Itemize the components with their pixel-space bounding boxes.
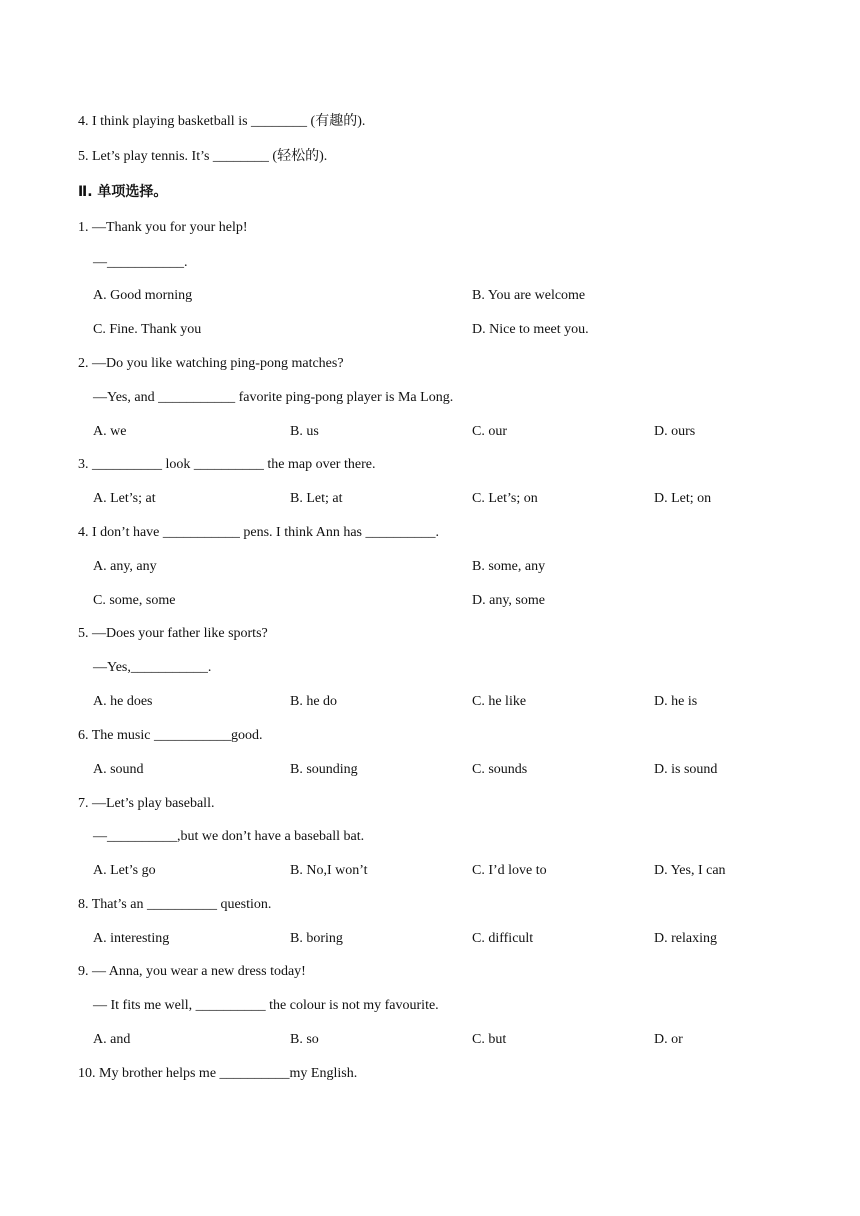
question-2-reply: —Yes, and ___________ favorite ping-pong player is Ma Long. <box>93 390 454 405</box>
question-5-option-c: C. he like <box>472 694 527 709</box>
question-8-option-c: C. difficult <box>472 931 534 946</box>
question-8-option-a: A. interesting <box>93 931 170 946</box>
question-1-option-a: A. Good morning <box>93 288 193 303</box>
question-6-option-b: B. sounding <box>290 762 358 777</box>
question-7-reply: —__________,but we don’t have a baseball bat. <box>93 829 365 844</box>
question-6-option-c: C. sounds <box>472 762 528 777</box>
question-4-option-a: A. any, any <box>93 559 157 574</box>
question-2-stem: 2. —Do you like watching ping-pong matches? <box>78 356 344 371</box>
question-3-option-d: D. Let; on <box>654 491 712 506</box>
question-7-option-c: C. I’d love to <box>472 863 547 878</box>
question-9-option-b: B. so <box>290 1032 319 1047</box>
question-2-option-d: D. ours <box>654 424 696 439</box>
question-9-option-d: D. or <box>654 1032 683 1047</box>
question-9-option-c: C. but <box>472 1032 507 1047</box>
question-8-stem: 8. That’s an __________ question. <box>78 897 272 912</box>
question-1-stem: 1. —Thank you for your help! <box>78 220 248 235</box>
question-2-option-b: B. us <box>290 424 319 439</box>
question-1-reply: —___________. <box>93 255 188 270</box>
question-4-option-d: D. any, some <box>472 593 545 608</box>
question-3-option-c: C. Let’s; on <box>472 491 538 506</box>
question-5-option-d: D. he is <box>654 694 698 709</box>
question-2-option-c: C. our <box>472 424 507 439</box>
question-8-option-b: B. boring <box>290 931 343 946</box>
question-7-option-d: D. Yes, I can <box>654 863 726 878</box>
question-3-option-a: A. Let’s; at <box>93 491 156 506</box>
question-5-stem: 5. —Does your father like sports? <box>78 626 268 641</box>
question-6-stem: 6. The music ___________good. <box>78 728 263 743</box>
question-2-option-a: A. we <box>93 424 127 439</box>
question-6-option-a: A. sound <box>93 762 144 777</box>
question-7-stem: 7. —Let’s play baseball. <box>78 796 215 811</box>
question-4-option-c: C. some, some <box>93 593 176 608</box>
question-5-reply: —Yes,___________. <box>93 660 212 675</box>
question-7-option-a: A. Let’s go <box>93 863 156 878</box>
question-3-stem: 3. __________ look __________ the map over there. <box>78 457 376 472</box>
question-3-option-b: B. Let; at <box>290 491 343 506</box>
question-5-option-a: A. he does <box>93 694 153 709</box>
fill-item-4: 4. I think playing basketball is ________ (有趣的). <box>78 114 366 129</box>
question-9-reply: — It fits me well, __________ the colour is not my favourite. <box>93 998 439 1013</box>
question-9-stem: 9. — Anna, you wear a new dress today! <box>78 964 306 979</box>
question-5-option-b: B. he do <box>290 694 338 709</box>
question-1-option-c: C. Fine. Thank you <box>93 322 202 337</box>
question-1-option-d: D. Nice to meet you. <box>472 322 589 337</box>
section-title: Ⅱ. 单项选择。 <box>78 184 168 200</box>
question-9-option-a: A. and <box>93 1032 131 1047</box>
fill-item-5: 5. Let’s play tennis. It’s ________ (轻松的). <box>78 149 328 164</box>
question-8-option-d: D. relaxing <box>654 931 717 946</box>
question-4-stem: 4. I don’t have ___________ pens. I think Ann has __________. <box>78 525 439 540</box>
question-6-option-d: D. is sound <box>654 762 718 777</box>
question-7-option-b: B. No,I won’t <box>290 863 368 878</box>
question-4-option-b: B. some, any <box>472 559 546 574</box>
question-10-stem: 10. My brother helps me __________my English. <box>78 1066 358 1081</box>
question-1-option-b: B. You are welcome <box>472 288 586 303</box>
